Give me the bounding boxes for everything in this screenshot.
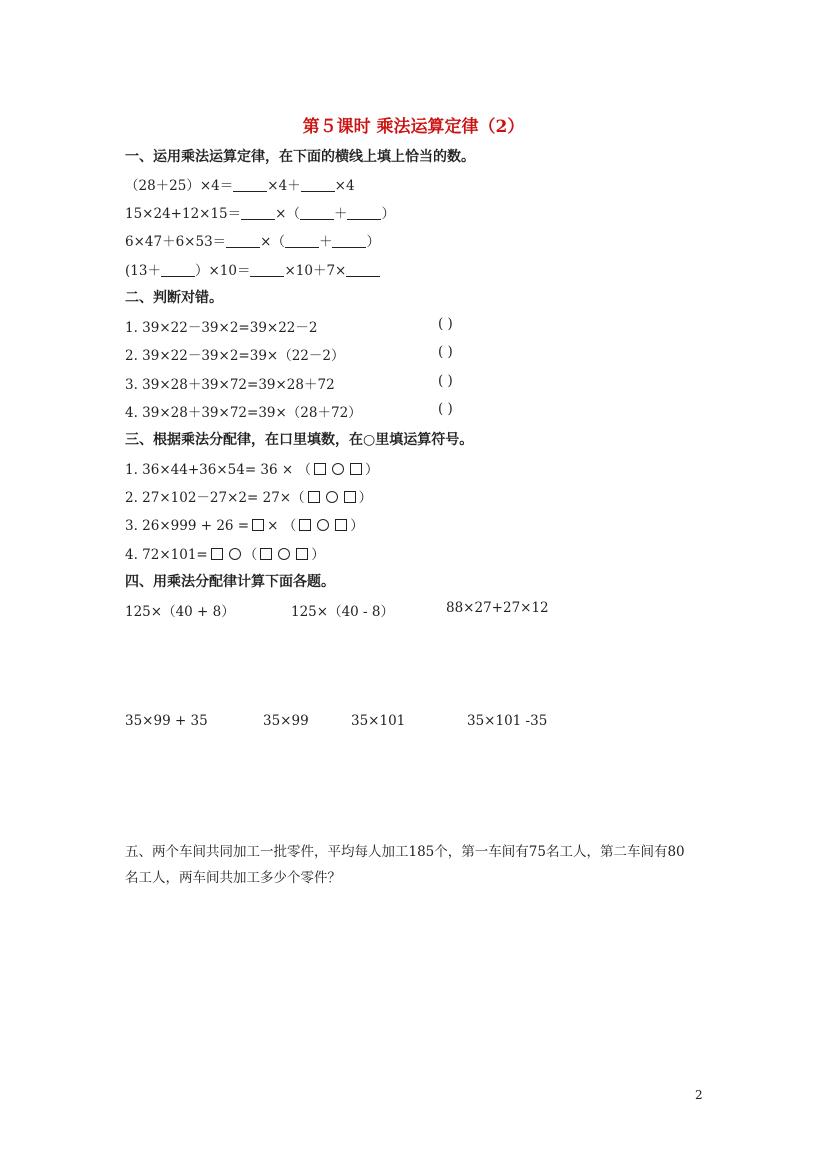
s3-item-4 [125, 543, 325, 563]
fill-blank[interactable] [161, 262, 195, 277]
s4-problem: 88×27+27×12 [446, 600, 549, 616]
square-box[interactable] [211, 548, 223, 560]
s1-line-4 [125, 259, 380, 279]
section-3-heading: 三、根据乘法分配律，在口里填数，在○里填运算符号。 [125, 432, 474, 448]
s4-problem: 35×99 + 35 [125, 713, 208, 729]
s4-problem: 125×（40 + 8） [125, 604, 235, 620]
circle-box[interactable] [229, 548, 241, 560]
s2-item-4: 4. 39×28＋39×72=39×（28＋72） [125, 405, 362, 421]
text: (13＋ [125, 263, 161, 279]
fill-blank[interactable] [250, 262, 284, 277]
text: 15×24+12×15＝ [125, 206, 242, 222]
text: ） [350, 518, 364, 534]
s5-problem-line-1: 五、两个车间共同加工一批零件，平均每人加工185个，第一车间有75名工人，第二车间有80 [125, 844, 685, 860]
s2-item-1: 1. 39×22－39×2=39×22－2 [125, 320, 318, 336]
text: ×4 [334, 178, 355, 194]
square-box[interactable] [296, 548, 308, 560]
square-box[interactable] [308, 491, 320, 503]
square-box[interactable] [335, 519, 347, 531]
s4-problem: 35×101 [351, 713, 406, 729]
text: ×10＋7× [284, 263, 347, 279]
answer-paren[interactable]: ( ) [438, 373, 453, 389]
fill-blank[interactable] [226, 233, 260, 248]
text: 2. 27×102－27×2= 27×（ [125, 490, 305, 506]
s2-item-2: 2. 39×22－39×2=39×（22－2） [125, 348, 345, 364]
fill-blank[interactable] [285, 233, 319, 248]
text: ） [311, 547, 325, 563]
square-box[interactable] [299, 519, 311, 531]
text: 3. 26×999 + 26 = [125, 518, 250, 534]
text: ×（ [260, 234, 285, 250]
text: （ [243, 547, 258, 563]
text: ） [358, 490, 373, 506]
text: 6×47＋6×53＝ [125, 234, 227, 250]
circle-box[interactable] [326, 491, 338, 503]
square-box[interactable] [260, 548, 272, 560]
s3-item-1 [125, 458, 379, 478]
text: ） [366, 234, 380, 250]
section-4-heading: 四、用乘法分配律计算下面各题。 [125, 574, 335, 590]
square-box[interactable] [252, 519, 264, 531]
fill-blank[interactable] [346, 262, 380, 277]
answer-paren[interactable]: ( ) [438, 401, 453, 417]
answer-paren[interactable]: ( ) [438, 316, 453, 332]
s4-problem: 35×99 [263, 713, 309, 729]
square-box[interactable] [314, 463, 326, 475]
s5-problem-line-2: 名工人，两车间共加工多少个零件？ [125, 870, 341, 886]
s4-problem: 125×（40 - 8） [291, 604, 394, 620]
square-box[interactable] [344, 491, 356, 503]
section-2-heading: 二、判断对错。 [125, 290, 223, 306]
fill-blank[interactable] [347, 205, 381, 220]
fill-blank[interactable] [301, 177, 335, 192]
text: ＋ [333, 206, 348, 222]
s1-line-2 [125, 202, 395, 222]
s2-item-3: 3. 39×28＋39×72=39×28＋72 [125, 377, 335, 393]
section-1-heading: 一、运用乘法运算定律，在下面的横线上填上恰当的数。 [125, 149, 475, 165]
fill-blank[interactable] [233, 177, 267, 192]
s3-item-2 [125, 486, 372, 506]
fill-blank[interactable] [332, 233, 366, 248]
s1-line-3 [125, 230, 380, 250]
answer-paren[interactable]: ( ) [438, 344, 453, 360]
text: ＋ [318, 234, 333, 250]
text: ×4＋ [267, 178, 301, 194]
text: 4. 72×101= [125, 547, 208, 563]
text: ）×10＝ [194, 263, 251, 279]
s3-item-3 [125, 514, 364, 534]
text: × （ [267, 518, 297, 534]
circle-box[interactable] [317, 519, 329, 531]
s4-problem: 35×101 -35 [467, 713, 548, 729]
circle-box[interactable] [332, 463, 344, 475]
text: （28＋25）×4＝ [125, 178, 234, 194]
page-title: 第５课时 乘法运算定律（2） [302, 117, 525, 137]
text: ） [381, 206, 395, 222]
circle-box[interactable] [278, 548, 290, 560]
text: ） [365, 462, 379, 478]
text: 1. 36×44+36×54= 36 × （ [125, 462, 311, 478]
text: ×（ [275, 206, 300, 222]
s1-line-1 [125, 174, 355, 194]
fill-blank[interactable] [300, 205, 334, 220]
square-box[interactable] [350, 463, 362, 475]
page-number: 2 [695, 1088, 703, 1102]
fill-blank[interactable] [241, 205, 275, 220]
